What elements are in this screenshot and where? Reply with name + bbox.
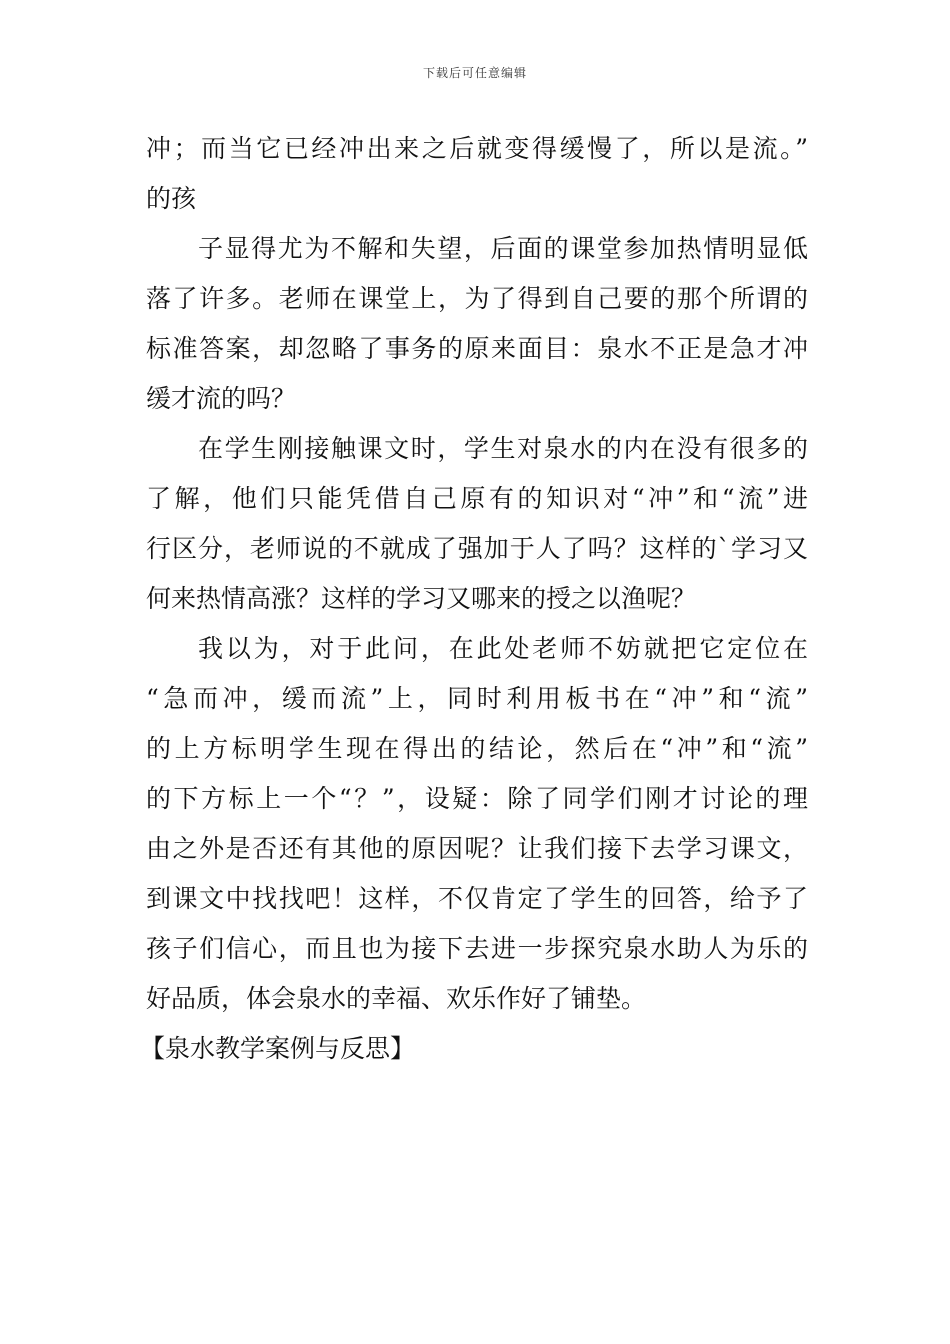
text-line: 的上方标明学生现在得出的结论，然后在“冲”和“流” xyxy=(146,734,808,763)
text-line: 何来热情高涨？这样的学习又哪来的授之以渔呢？ xyxy=(146,584,697,613)
text-line: 子显得尤为不解和失望，后面的课堂参加热情明显低 xyxy=(198,234,808,263)
text-line: 冲；而当它已经冲出来之后就变得缓慢了，所以是流。” xyxy=(146,134,808,163)
text-line: 标准答案，却忽略了事务的原来面目：泉水不正是急才冲 xyxy=(146,334,808,363)
text-line: 的下方标上一个“？”，设疑：除了同学们刚才讨论的理 xyxy=(146,784,808,813)
text-line: 好品质，体会泉水的幸福、欢乐作好了铺垫。 xyxy=(146,984,647,1013)
text-line: 的孩 xyxy=(146,184,197,213)
text-line: 缓才流的吗？ xyxy=(146,384,297,413)
text-line: 落了许多。老师在课堂上，为了得到自己要的那个所谓的 xyxy=(146,284,808,313)
text-line: 在学生刚接触课文时，学生对泉水的内在没有很多的 xyxy=(198,434,808,463)
section-heading: 【泉水教学案例与反思】 xyxy=(140,1034,416,1063)
text-line: 了解，他们只能凭借自己原有的知识对“冲”和“流”进 xyxy=(146,484,808,513)
text-line: 由之外是否还有其他的原因呢？让我们接下去学习课文， xyxy=(146,834,808,863)
text-line: 我以为，对于此问，在此处老师不妨就把它定位在 xyxy=(198,634,808,663)
text-line: “急而冲，缓而流”上，同时利用板书在“冲”和“流” xyxy=(146,684,808,713)
document-body xyxy=(140,124,808,1074)
text-line: 到课文中找找吧！这样，不仅肯定了学生的回答，给予了 xyxy=(146,884,808,913)
page-header-note: 下载后可任意编辑 xyxy=(422,66,527,80)
text-line: 行区分，老师说的不就成了强加于人了吗？这样的`学习又 xyxy=(146,534,808,563)
text-line: 孩子们信心，而且也为接下去进一步探究泉水助人为乐的 xyxy=(146,934,808,963)
